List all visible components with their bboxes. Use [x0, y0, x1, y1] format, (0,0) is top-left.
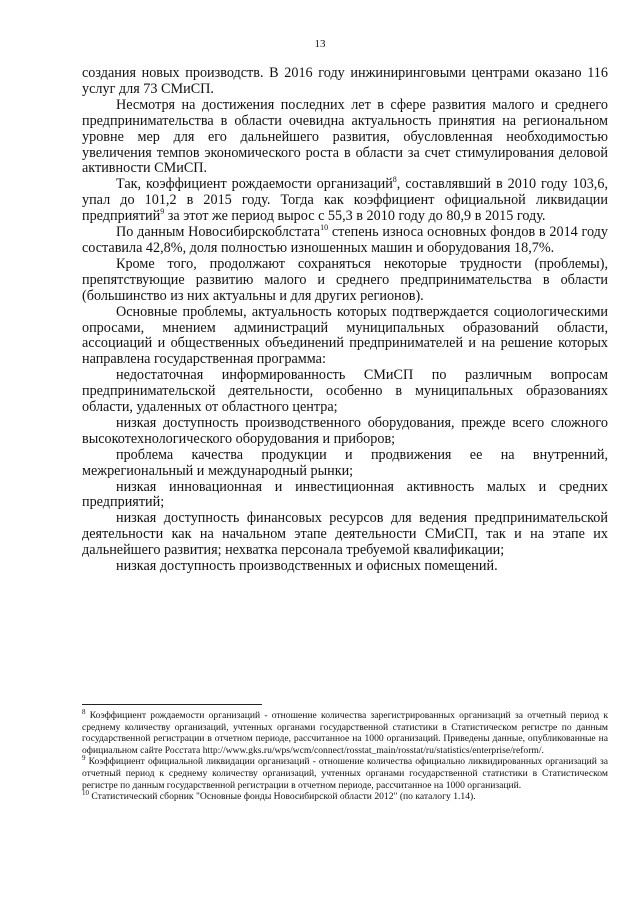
paragraph-text: создания новых производств. В 2016 году инжиниринговыми центрами оказано 116 услуг для 73 СМиСП. [82, 65, 608, 97]
page-number: 13 [314, 38, 326, 50]
paragraph [82, 257, 608, 305]
paragraph-text: за этот же период вырос с 55,3 в 2010 году до 80,9 в 2015 году. [164, 208, 546, 225]
paragraph [82, 305, 608, 369]
paragraph-text: низкая доступность финансовых ресурсов для ведения предпринимательской деятельности как на начальном этапе деятельности СМиСП, так и на этапе их дальнейшего развития; нехватка персонала требуемой квалификации; [82, 510, 608, 559]
body-text [82, 66, 608, 575]
footnote-reference[interactable]: 9 [160, 207, 165, 217]
paragraph [82, 225, 608, 257]
paragraph [82, 66, 608, 98]
paragraph [82, 416, 608, 448]
paragraph-text: , составлявший в 2010 году 103,6, упал до 101,2 в 2015 году. Тогда как коэффициент официальной ликвидации предприятий [82, 176, 608, 225]
footnote-text: Коэффициент официальной ликвидации организаций - отношение количества официально ликвидированных организаций за отчетный период к среднему количеству организаций, учтенных органами государственной статистики в Статистическом регистре по данным государственной регистрации в отчетном периоде, рассчитанное на 1000 организаций. [82, 756, 608, 791]
footnote-reference[interactable]: 10 [320, 223, 329, 233]
paragraph-text: По данным Новосибирскоблстата [116, 224, 321, 241]
footnotes [82, 710, 608, 803]
footnote-number: 9 [82, 754, 86, 763]
paragraph-text: Так, коэффициент рождаемости организаций [116, 176, 393, 193]
paragraph [82, 177, 608, 225]
paragraph [82, 448, 608, 480]
footnote-text: Коэффициент рождаемости организаций - отношение количества зарегистрированных организаций за отчетный период к среднему количеству организаций, учтенных органами государственной статистики в Статистическом регистре по данным государственной регистрации в отчетном периоде, рассчитанное на 1000 организаций. Приведены данные, опубликованные на официальном сайте Росстата http://www.gks.ru/wps/wcm/connect/rosstat_main/rosstat/ru/statistics/enterprise/reform/. [82, 710, 608, 756]
paragraph-text: недостаточная информированность СМиСП по различным вопросам предпринимательской деятельности, особенно в муниципальных образованиях области, удаленных от областного центра; [82, 367, 608, 416]
paragraph-text: низкая доступность производственного оборудования, прежде всего сложного высокотехнологического оборудования и приборов; [82, 414, 608, 447]
footnote-separator [82, 704, 262, 705]
paragraph-text: низкая инновационная и инвестиционная активность малых и средних предприятий; [82, 478, 608, 511]
footnote [82, 756, 608, 791]
paragraph-text: низкая доступность производственных и офисных помещений. [116, 558, 498, 575]
paragraph-text: степень износа основных фондов в 2014 году составила 42,8%, доля полностью изношенных машин и оборудования 18,7%. [82, 224, 608, 256]
footnote-number: 10 [82, 789, 89, 798]
paragraph [82, 480, 608, 512]
footnote-number: 8 [82, 708, 86, 716]
footnote-text: Статистический сборник "Основные фонды Новосибирской области 2012" (по каталогу 1.14). [89, 791, 476, 803]
footnote [82, 710, 608, 756]
paragraph-text: Несмотря на достижения последних лет в сфере развития малого и среднего предпринимательства в области очевидна актуальность принятия на региональном уровне мер для его дальнейшего развития, обусловленная необходимостью увеличения темпов экономического роста в области за счет стимулирования деловой активности СМиСП. [82, 96, 608, 177]
paragraph-text: Кроме того, продолжают сохраняться некоторые трудности (проблемы), препятствующие развитию малого и среднего предпринимательства в области (большинство из них актуальны и для других регионов). [82, 255, 608, 304]
paragraph [82, 559, 608, 575]
paragraph [82, 511, 608, 559]
paragraph [82, 98, 608, 178]
paragraph-text: проблема качества продукции и продвижения ее на внутренний, межрегиональный и международный рынки; [82, 446, 608, 479]
footnote-reference[interactable]: 8 [392, 175, 397, 185]
paragraph [82, 368, 608, 416]
footnote [82, 791, 608, 803]
paragraph-text: Основные проблемы, актуальность которых подтверждается социологическими опросами, мнением администраций муниципальных образований области, ассоциаций и общественных объединений предпринимателей и на решение которых направлена государственная программа: [82, 303, 608, 368]
